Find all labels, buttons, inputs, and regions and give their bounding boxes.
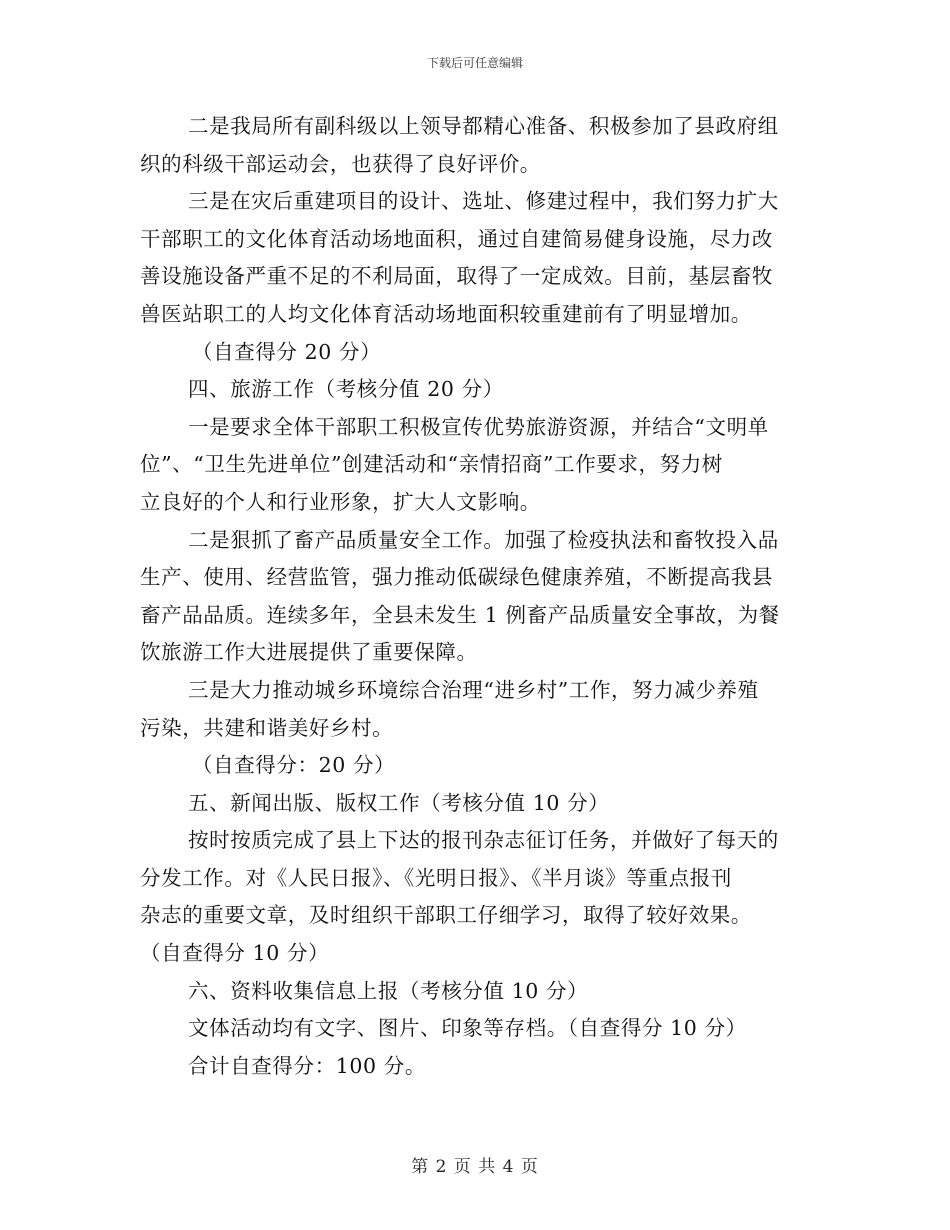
text-line: （自查得分 10 分） xyxy=(140,941,330,966)
text-line: 一是要求全体干部职工积极宣传优势旅游资源，并结合“文明单 xyxy=(188,414,769,439)
text-line: 织的科级干部运动会，也获得了良好评价。 xyxy=(140,151,541,176)
text-line: 饮旅游工作大进展提供了重要保障。 xyxy=(140,640,478,665)
page-header: 下载后可任意编辑 xyxy=(426,56,523,70)
document-body xyxy=(140,108,812,1085)
text-line: 位”、“卫生先进单位”创建活动和“亲情招商”工作要求，努力树 xyxy=(140,452,723,477)
page-number-footer: 第 2 页 共 4 页 xyxy=(411,1157,539,1177)
text-line: 兽医站职工的人均文化体育活动场地面积较重建前有了明显增加。 xyxy=(140,301,752,326)
text-line: 干部职工的文化体育活动场地面积，通过自建简易健身设施，尽力改 xyxy=(140,226,773,251)
text-line: （自查得分：20 分） xyxy=(192,753,396,778)
text-line: 合计自查得分：100 分。 xyxy=(188,1053,426,1078)
text-line: 五、新闻出版、版权工作（考核分值 10 分） xyxy=(188,790,610,815)
text-line: 生产、使用、经营监管，强力推动低碳绿色健康养殖，不断提高我县 xyxy=(140,565,773,590)
text-line: 四、旅游工作（考核分值 20 分） xyxy=(188,377,504,402)
text-line: 分发工作。对《人民日报》、《光明日报》、《半月谈》等重点报刊 xyxy=(140,865,732,890)
text-line: 畜产品品质。连续多年，全县未发生 1 例畜产品质量安全事故，为餐 xyxy=(140,602,780,627)
text-line: （自查得分 20 分） xyxy=(192,339,382,364)
text-line: 按时按质完成了县上下达的报刊杂志征订任务，并做好了每天的 xyxy=(188,828,779,853)
text-line: 三是在灾后重建项目的设计、选址、修建过程中，我们努力扩大 xyxy=(188,189,779,214)
text-line: 杂志的重要文章，及时组织干部职工仔细学习，取得了较好效果。 xyxy=(140,903,752,928)
text-line: 文体活动均有文字、图片、印象等存档。（自查得分 10 分） xyxy=(188,1016,747,1041)
text-line: 善设施设备严重不足的不利局面，取得了一定成效。目前，基层畜牧 xyxy=(140,264,773,289)
text-line: 三是大力推动城乡环境综合治理“进乡村”工作，努力减少养殖 xyxy=(188,677,759,702)
text-line: 六、资料收集信息上报（考核分值 10 分） xyxy=(188,978,589,1003)
text-line: 立良好的个人和行业形象，扩大人文影响。 xyxy=(140,489,541,514)
text-line: 二是狠抓了畜产品质量安全工作。加强了检疫执法和畜牧投入品 xyxy=(188,527,779,552)
text-line: 二是我局所有副科级以上领导都精心准备、积极参加了县政府组 xyxy=(188,114,779,138)
text-line: 污染，共建和谐美好乡村。 xyxy=(140,715,394,740)
